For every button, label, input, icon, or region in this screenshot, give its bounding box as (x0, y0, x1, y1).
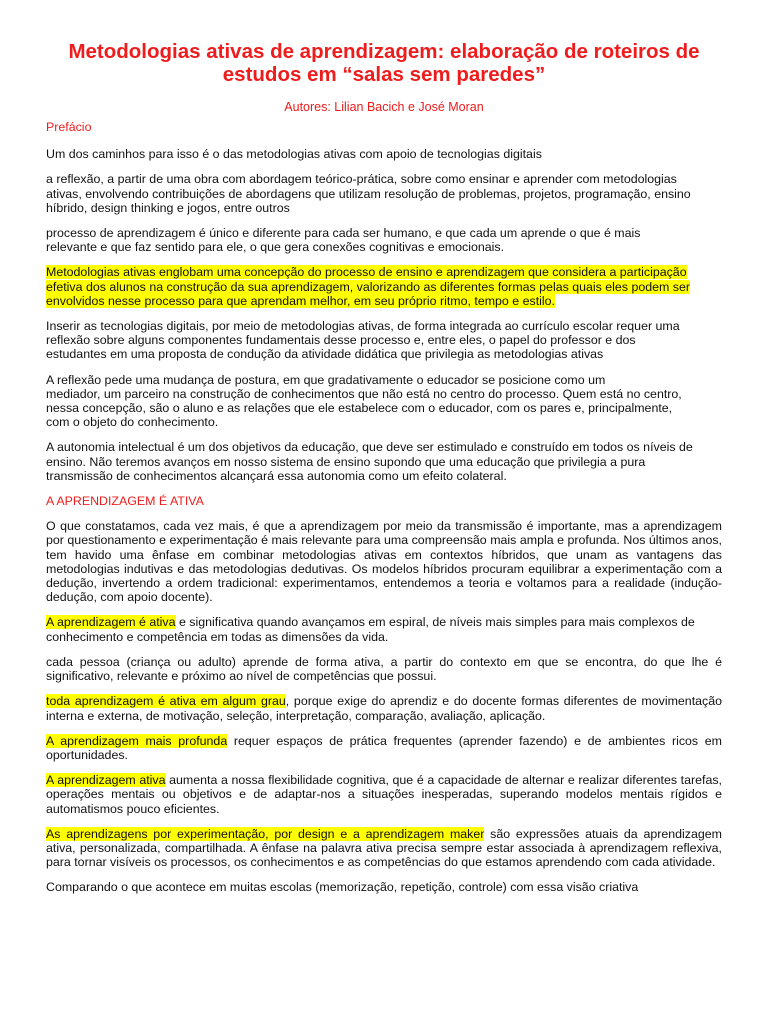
paragraph (46, 773, 722, 816)
highlighted-phrase: A aprendizagem mais profunda (46, 733, 228, 748)
paragraph-line: nessa concepção, são o aluno e as relações que ele estabelece com o educador, com os pares e, principalmente, (46, 401, 673, 416)
paragraph: cada pessoa (criança ou adulto) aprende de forma ativa, a partir do contexto em que se encontra, do que lhe é significativo, relevante e próximo ao nível de competências que possui. (46, 654, 722, 684)
paragraph (46, 827, 722, 870)
paragraph (46, 172, 722, 215)
paragraph-line: reflexão sobre alguns componentes fundamentais desse processo e, entre eles, o papel do professor e dos (46, 333, 636, 348)
paragraph-line: A autonomia intelectual é um dos objetivos da educação, que deve ser estimulado e construído em todos os níveis de (46, 440, 693, 455)
paragraph-line: ensino. Não teremos avanços em nosso sistema de ensino supondo que uma educação que privilegia a pura (46, 454, 646, 469)
paragraph-line: A reflexão pede uma mudança de postura, em que gradativamente o educador se posicione como um (46, 372, 606, 387)
paragraph-text: aumenta a nossa flexibilidade cognitiva, que é a capacidade de alternar e realizar diferentes tarefas, operações mentais ou objetivos e de adaptar-nos a situações inesperadas, superando modelos mentais rígidos e automatismos pouco eficientes. (46, 773, 722, 816)
paragraph (46, 734, 722, 762)
paragraph-text: requer espaços de prática frequentes (aprender fazendo) e de ambientes ricos em oportunidades. (46, 733, 722, 762)
preface-label: Prefácio (46, 120, 92, 134)
paragraph-line: transmissão de conhecimentos alcançará essa autonomia como um efeito colateral. (46, 468, 507, 483)
paragraph (46, 615, 722, 643)
paragraph (46, 694, 722, 722)
highlighted-paragraph (46, 265, 722, 308)
highlighted-phrase: A aprendizagem ativa (46, 773, 166, 788)
paragraph-line: mediador, um parceiro na construção de conhecimentos que não está no centro do processo. Quem está no centro, (46, 386, 682, 401)
section-heading: A APRENDIZAGEM É ATIVA (46, 494, 204, 509)
paragraph-line: conhecimento e competência em todas as dimensões da vida. (46, 629, 389, 644)
paragraph-line: ativas, envolvendo contribuições de abordagens que utilizam resolução de problemas, projetos, programação, ensino (46, 186, 691, 201)
paragraph-text: Um dos caminhos para isso é o das metodologias ativas com apoio de tecnologias digitais (46, 147, 542, 162)
paragraph-line: com o objeto do conhecimento. (46, 415, 219, 430)
paragraph-line: a reflexão, a partir de uma obra com abordagem teórico-prática, sobre como ensinar e aprender com metodologias (46, 172, 677, 187)
document-authors: Autores: Lilian Bacich e José Moran (284, 100, 484, 114)
paragraph-line: relevante e que faz sentido para ele, o que gera conexões cognitivas e emocionais. (46, 240, 505, 255)
highlighted-line: Metodologias ativas englobam uma concepção do processo de ensino e aprendizagem que considera a participação (46, 265, 687, 280)
paragraph-text: e significativa quando avançamos em espiral, de níveis mais simples para mais complexos de (175, 615, 695, 630)
highlighted-phrase: A aprendizagem é ativa (46, 615, 176, 630)
paragraph-line: Inserir as tecnologias digitais, por meio de metodologias ativas, de forma integrada ao currículo escolar requer uma (46, 319, 680, 334)
document-page (46, 40, 722, 906)
paragraph (46, 373, 722, 430)
paragraph (46, 319, 722, 362)
paragraph (46, 226, 722, 254)
paragraph-text: são expressões atuais da aprendizagem ativa, personalizada, compartilhada. A ênfase na palavra ativa precisa sempre estar associada à aprendizagem reflexiva, para tornar visíveis os processos, os conhecimentos e as competências do que estamos aprendendo com cada atividade. (46, 826, 722, 870)
paragraph-text: , porque exige do aprendiz e do docente formas diferentes de movimentação interna e externa, de motivação, seleção, interpretação, comparação, avaliação, aplicação. (46, 694, 723, 723)
paragraph: Comparando o que acontece em muitas escolas (memorização, repetição, controle) com essa visão criativa (46, 880, 639, 895)
paragraph-line: processo de aprendizagem é único e diferente para cada ser humano, e que cada um aprende o que é mais (46, 226, 641, 241)
paragraph (46, 147, 722, 161)
paragraph-line: estudantes em uma proposta de condução da atividade didática que privilegia as metodologias ativas (46, 347, 604, 362)
paragraph-line: híbrido, design thinking e jogos, entre outros (46, 200, 290, 215)
paragraph (46, 440, 722, 483)
paragraph: O que constatamos, cada vez mais, é que a aprendizagem por meio da transmissão é importante, mas a aprendizagem por questionamento e experimentação é mais relevante para uma compreensão mais ampla e profunda. Nos últimos anos, tem havido uma ênfase em combinar metodologias ativas em contextos híbridos, que unam as vantagens das metodologias indutivas e das metodologias dedutivas. Os modelos híbridos procuram equilibrar a experimentação com a dedução, invertendo a ordem tradicional: experimentamos, entendemos a teoria e voltamos para a realidade (indução-dedução, com apoio docente). (46, 519, 722, 605)
highlighted-phrase: As aprendizagens por experimentação, por design e a aprendizagem maker (46, 826, 485, 841)
highlighted-phrase: toda aprendizagem é ativa em algum grau (46, 694, 286, 709)
document-title: Metodologias ativas de aprendizagem: elaboração de roteiros de estudos em “salas sem paredes” (68, 40, 700, 86)
highlighted-line: envolvidos nesse processo para que aprendam melhor, em seu próprio ritmo, tempo e estilo. (46, 293, 555, 308)
highlighted-line: efetiva dos alunos na construção da sua aprendizagem, valorizando as diferentes formas pelas quais eles podem ser (46, 279, 691, 294)
